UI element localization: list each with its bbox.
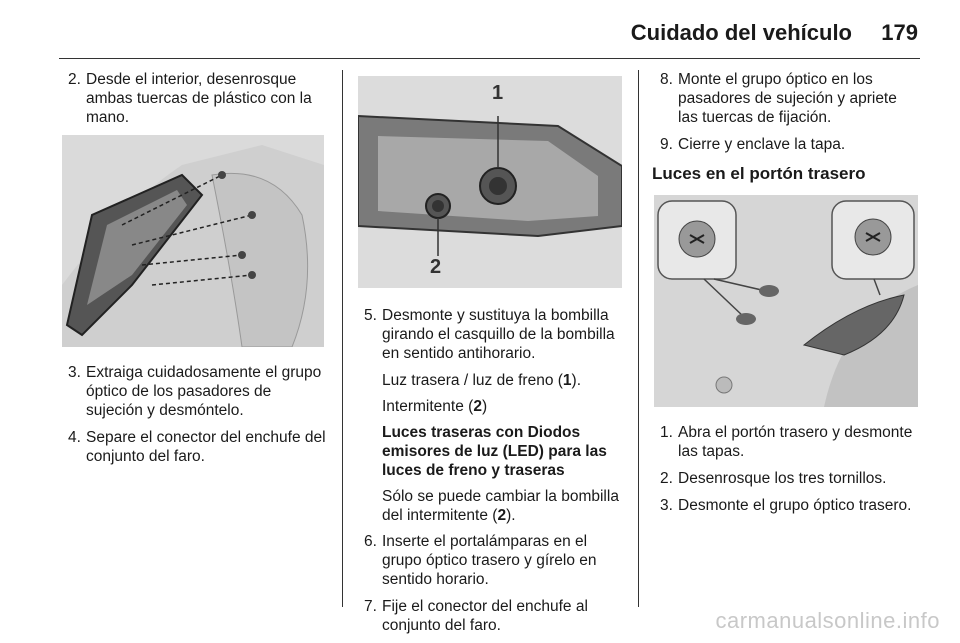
step-text: Desde el interior, desenrosque ambas tuercas de plástico con la mano. xyxy=(86,71,312,126)
column-divider xyxy=(638,70,639,607)
taillight-brake-line: Luz trasera / luz de freno (1). xyxy=(382,372,582,389)
step-text: Fije el conector del enchufe al conjunto del faro. xyxy=(382,598,588,634)
steps-list xyxy=(358,532,624,635)
bulb-holder-figure xyxy=(358,76,622,288)
steps-list xyxy=(62,70,328,127)
callout-label-2: 2 xyxy=(430,256,442,278)
led-subheading: Luces traseras con Diodos emisores de luz (LED) para las luces de freno y traseras xyxy=(382,424,607,479)
step-text: Desenrosque los tres tornillos. xyxy=(678,470,887,487)
step-text: Extraiga cuidadosamente el grupo óptico de los pasadores de sujeción y desmóntelo. xyxy=(86,364,322,419)
step-6: 6. Inserte el portalámparas en el grupo óptico trasero y gírelo en sentido horario. xyxy=(364,533,597,588)
page-header xyxy=(0,0,960,64)
taillight-nuts-figure xyxy=(62,135,324,347)
steps-list xyxy=(654,423,920,515)
column-middle xyxy=(358,70,624,643)
step-5: 5. Desmonte y sustituya la bombilla girando el casquillo de la bombilla en sentido antihorario. xyxy=(364,307,615,362)
step-2: 2. Desenrosque los tres tornillos. xyxy=(660,470,887,487)
step-text: Desmonte el grupo óptico trasero. xyxy=(678,497,912,514)
section-heading: Luces en el portón trasero xyxy=(652,164,866,183)
step-4: 4. Separe el conector del enchufe del conjunto del faro. xyxy=(68,429,326,465)
column-right xyxy=(654,70,920,523)
page-title: Cuidado del vehículo xyxy=(630,20,852,45)
led-note: Sólo se puede cambiar la bombilla del intermitente (2). xyxy=(382,488,619,524)
step-7: 7. Fije el conector del enchufe al conjunto del faro. xyxy=(364,598,588,634)
steps-list xyxy=(358,306,624,363)
column-left xyxy=(62,70,328,474)
step-text: Separe el conector del enchufe del conjunto del faro. xyxy=(86,429,326,465)
step-3: 3. Desmonte el grupo óptico trasero. xyxy=(660,497,912,514)
step-text: Abra el portón trasero y desmonte las tapas. xyxy=(678,424,913,460)
steps-list xyxy=(62,363,328,466)
step-text: Inserte el portalámparas en el grupo óptico trasero y gírelo en sentido horario. xyxy=(382,533,597,588)
step-text: Cierre y enclave la tapa. xyxy=(678,136,846,153)
steps-list xyxy=(654,70,920,154)
step-8: 8. Monte el grupo óptico en los pasadores de sujeción y apriete las tuercas de fijación. xyxy=(660,71,897,126)
step-text: Monte el grupo óptico en los pasadores de sujeción y apriete las tuercas de fijación. xyxy=(678,71,897,126)
page-number: 179 xyxy=(881,20,918,45)
column-divider xyxy=(342,70,343,607)
callout-label-1: 1 xyxy=(492,82,504,104)
indicator-line: Intermitente (2) xyxy=(382,398,488,415)
step-2: 2. Desde el interior, desenrosque ambas tuercas de plástico con la mano. xyxy=(68,71,312,126)
step-1: 1. Abra el portón trasero y desmonte las tapas. xyxy=(660,424,913,460)
tailgate-screws-figure xyxy=(654,195,918,407)
step-9: 9. Cierre y enclave la tapa. xyxy=(660,136,846,153)
step-text: Desmonte y sustituya la bombilla girando el casquillo de la bombilla en sentido antihorario. xyxy=(382,307,615,362)
step-3: 3. Extraiga cuidadosamente el grupo óptico de los pasadores de sujeción y desmóntelo. xyxy=(68,364,322,419)
watermark: carmanualsonline.info xyxy=(715,608,940,633)
header-rule xyxy=(59,58,920,59)
